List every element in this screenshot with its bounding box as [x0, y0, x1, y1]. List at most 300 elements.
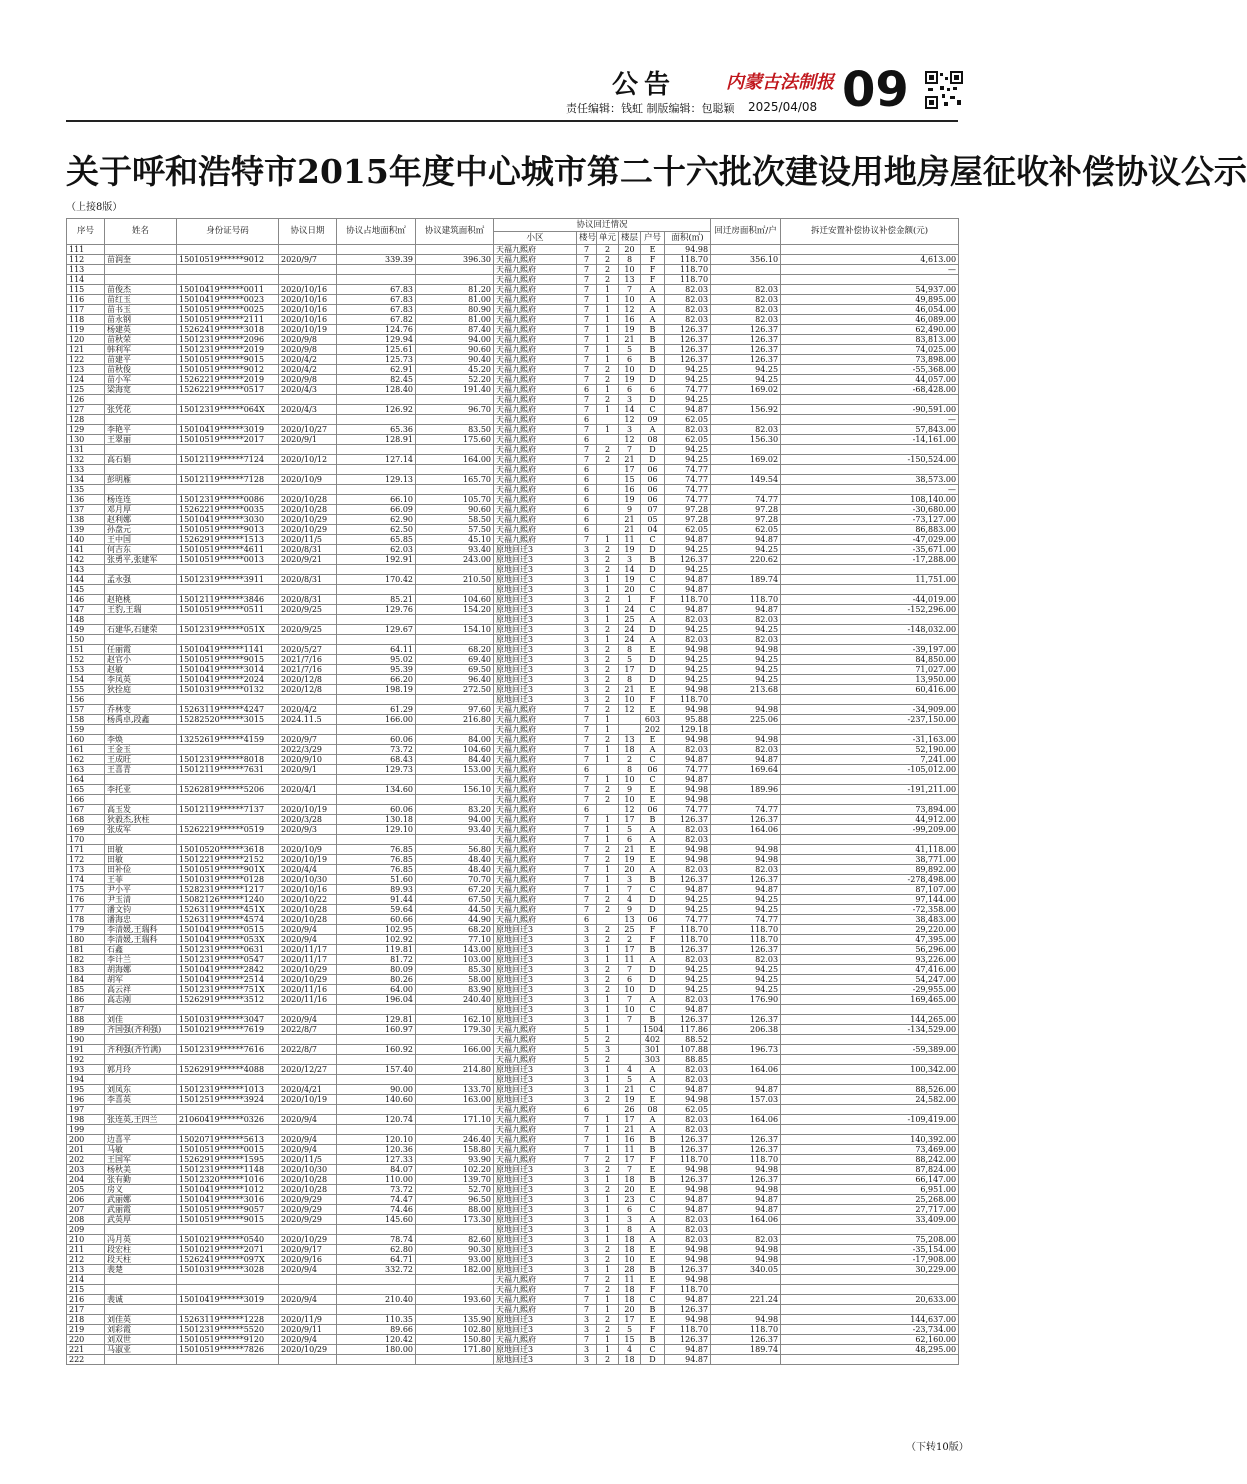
cell-building: 3	[577, 965, 597, 975]
cell-name: 苗永钢	[105, 315, 177, 325]
cell-room: 202	[641, 725, 665, 735]
cell-build-area: 48.40	[416, 865, 494, 875]
cell-floor: 21	[619, 1085, 641, 1095]
cell-floor: 19	[619, 1095, 641, 1105]
cell-land-area: 127.33	[337, 1155, 416, 1165]
cell-room: F	[641, 695, 665, 705]
cell-land-area: 129.10	[337, 825, 416, 835]
cell-seq: 150	[67, 635, 105, 645]
cell-build-area: 154.20	[416, 605, 494, 615]
cell-community: 原地回迁3	[494, 675, 577, 685]
table-row	[67, 785, 959, 795]
table-row	[67, 315, 959, 325]
table-row	[67, 895, 959, 905]
cell-unit: 1	[597, 325, 619, 335]
cell-seq: 151	[67, 645, 105, 655]
table-row	[67, 1145, 959, 1155]
cell-name: 刘佳英	[105, 1315, 177, 1325]
cell-room: C	[641, 1205, 665, 1215]
cell-floor: 21	[619, 335, 641, 345]
cell-land-area: 84.07	[337, 1165, 416, 1175]
cell-land-area: 125.61	[337, 345, 416, 355]
cell-id: 15010419******3030	[177, 515, 279, 525]
cell-land-area: 66.09	[337, 505, 416, 515]
cell-land-area: 120.74	[337, 1115, 416, 1125]
cell-resettle-area	[711, 1305, 781, 1315]
cell-build-area: 67.50	[416, 895, 494, 905]
table-row	[67, 595, 959, 605]
cell-resettle-area: 94.25	[711, 545, 781, 555]
cell-community: 原地回迁3	[494, 685, 577, 695]
table-row	[67, 265, 959, 275]
cell-resettle-area: 156.92	[711, 405, 781, 415]
cell-name: 胡海娜	[105, 965, 177, 975]
cell-area: 74.77	[665, 465, 711, 475]
cell-name: 马敏	[105, 1145, 177, 1155]
cell-name: 乔林变	[105, 705, 177, 715]
cell-floor: 20	[619, 245, 641, 255]
cell-community: 天福九熙府	[494, 755, 577, 765]
cell-seq: 148	[67, 615, 105, 625]
cell-community: 原地回迁3	[494, 605, 577, 615]
table-row	[67, 695, 959, 705]
cell-date	[279, 1355, 337, 1365]
cell-room: E	[641, 1165, 665, 1175]
cell-land-area	[337, 615, 416, 625]
cell-id	[177, 745, 279, 755]
cell-id: 15010419******3016	[177, 1195, 279, 1205]
newspaper-logo: 内蒙古法制报	[726, 72, 834, 93]
cell-build-area: 133.70	[416, 1085, 494, 1095]
cell-room: D	[641, 455, 665, 465]
cell-floor: 2	[619, 935, 641, 945]
cell-id: 15282319******1217	[177, 885, 279, 895]
cell-community: 天福九熙府	[494, 425, 577, 435]
cell-area: 82.03	[665, 1115, 711, 1125]
cell-unit: 1	[597, 885, 619, 895]
cell-building: 3	[577, 1175, 597, 1185]
header-room: 户号	[641, 232, 665, 245]
cell-name: 苗小军	[105, 375, 177, 385]
cell-room: B	[641, 355, 665, 365]
cell-resettle-area: 126.37	[711, 1175, 781, 1185]
cell-room: A	[641, 615, 665, 625]
cell-id: 15262919******3512	[177, 995, 279, 1005]
cell-seq: 114	[67, 275, 105, 285]
cell-seq: 211	[67, 1245, 105, 1255]
cell-seq: 198	[67, 1115, 105, 1125]
cell-build-area	[416, 265, 494, 275]
cell-name	[105, 395, 177, 405]
cell-land-area	[337, 445, 416, 455]
cell-community: 天福九熙府	[494, 455, 577, 465]
cell-build-area: 94.00	[416, 335, 494, 345]
cell-land-area	[337, 485, 416, 495]
cell-resettle-area: 94.87	[711, 535, 781, 545]
cell-area: 82.03	[665, 295, 711, 305]
cell-build-area: 68.20	[416, 925, 494, 935]
cell-name	[105, 1105, 177, 1115]
cell-land-area: 51.60	[337, 875, 416, 885]
cell-floor: 10	[619, 985, 641, 995]
cell-floor: 28	[619, 1265, 641, 1275]
cell-build-area	[416, 1075, 494, 1085]
cell-build-area: 103.00	[416, 955, 494, 965]
cell-building: 3	[577, 945, 597, 955]
cell-build-area: 57.50	[416, 525, 494, 535]
cell-floor: 9	[619, 785, 641, 795]
cell-build-area: 45.10	[416, 535, 494, 545]
cell-amount: -17,908.00	[781, 1255, 959, 1265]
cell-unit: 2	[597, 275, 619, 285]
cell-room: 301	[641, 1045, 665, 1055]
cell-resettle-area: 126.37	[711, 1335, 781, 1345]
cell-name: 高石娟	[105, 455, 177, 465]
cell-community: 原地回迁3	[494, 555, 577, 565]
cell-land-area	[337, 1055, 416, 1065]
cell-land-area: 74.46	[337, 1205, 416, 1215]
cell-build-area	[416, 1125, 494, 1135]
cell-room: B	[641, 945, 665, 955]
cell-date: 2020/9/4	[279, 1145, 337, 1155]
cell-land-area: 166.00	[337, 715, 416, 725]
cell-room: 303	[641, 1055, 665, 1065]
cell-seq: 194	[67, 1075, 105, 1085]
cell-land-area: 120.42	[337, 1335, 416, 1345]
cell-land-area: 192.91	[337, 555, 416, 565]
cell-name: 赵敏	[105, 665, 177, 675]
table-row	[67, 735, 959, 745]
cell-date: 2020/9/29	[279, 1215, 337, 1225]
cell-room: E	[641, 1275, 665, 1285]
cell-date: 2020/10/29	[279, 1345, 337, 1355]
cell-resettle-area: 164.06	[711, 1115, 781, 1125]
cell-area: 118.70	[665, 1325, 711, 1335]
cell-floor: 3	[619, 555, 641, 565]
cell-building: 7	[577, 745, 597, 755]
cell-build-area: 83.20	[416, 805, 494, 815]
cell-build-area: 81.00	[416, 295, 494, 305]
cell-name: 杨禹卓,段鑫	[105, 715, 177, 725]
cell-amount: -55,368.00	[781, 365, 959, 375]
cell-seq: 169	[67, 825, 105, 835]
cell-floor: 8	[619, 255, 641, 265]
cell-community: 天福九熙府	[494, 1105, 577, 1115]
cell-seq: 177	[67, 905, 105, 915]
cell-building: 3	[577, 925, 597, 935]
cell-land-area	[337, 1275, 416, 1285]
cell-seq: 162	[67, 755, 105, 765]
cell-name: 苗秋荣	[105, 335, 177, 345]
cell-build-area: 96.70	[416, 405, 494, 415]
cell-id: 15262219******2019	[177, 375, 279, 385]
cell-area: 94.87	[665, 575, 711, 585]
cell-community: 天福九熙府	[494, 795, 577, 805]
cell-build-area: 396.30	[416, 255, 494, 265]
cell-date: 2022/8/7	[279, 1025, 337, 1035]
cell-id: 15262219******0517	[177, 385, 279, 395]
cell-id: 15262919******1595	[177, 1155, 279, 1165]
cell-amount: 46,054.00	[781, 305, 959, 315]
cell-date: 2020/4/3	[279, 385, 337, 395]
cell-resettle-area	[711, 795, 781, 805]
cell-resettle-area: 94.98	[711, 1315, 781, 1325]
cell-id: 15262919******4088	[177, 1065, 279, 1075]
cell-seq: 188	[67, 1015, 105, 1025]
cell-community: 天福九熙府	[494, 715, 577, 725]
cell-id	[177, 265, 279, 275]
cell-building: 3	[577, 1065, 597, 1075]
cell-seq: 112	[67, 255, 105, 265]
cell-resettle-area: 94.98	[711, 1255, 781, 1265]
cell-id	[177, 1125, 279, 1135]
cell-resettle-area: 97.28	[711, 515, 781, 525]
cell-land-area: 119.81	[337, 945, 416, 955]
cell-building: 3	[577, 1165, 597, 1175]
cell-floor: 23	[619, 1195, 641, 1205]
cell-community: 天福九熙府	[494, 1055, 577, 1065]
cell-unit: 2	[597, 1055, 619, 1065]
cell-area: 94.98	[665, 685, 711, 695]
cell-unit	[597, 515, 619, 525]
cell-seq: 130	[67, 435, 105, 445]
cell-floor: 19	[619, 575, 641, 585]
cell-date: 2022/8/7	[279, 1045, 337, 1055]
cell-area: 94.87	[665, 405, 711, 415]
table-row	[67, 555, 959, 565]
cell-resettle-area: 118.70	[711, 1325, 781, 1335]
header-id: 身份证号码	[177, 219, 279, 245]
cell-resettle-area: 82.03	[711, 635, 781, 645]
cell-date	[279, 1005, 337, 1015]
cell-room: 6	[641, 385, 665, 395]
cell-floor: 25	[619, 925, 641, 935]
cell-build-area: 70.70	[416, 875, 494, 885]
cell-date: 2020/10/22	[279, 895, 337, 905]
cell-building: 7	[577, 875, 597, 885]
cell-name: 田敏	[105, 855, 177, 865]
cell-building: 7	[577, 315, 597, 325]
cell-name: 杨秋美	[105, 1165, 177, 1175]
cell-room: 08	[641, 1105, 665, 1115]
cell-area: 126.37	[665, 555, 711, 565]
cell-id	[177, 1005, 279, 1015]
cell-building: 3	[577, 675, 597, 685]
cell-building: 3	[577, 1095, 597, 1105]
cell-unit: 2	[597, 975, 619, 985]
cell-name: 狄拴庭	[105, 685, 177, 695]
cell-id	[177, 1275, 279, 1285]
cell-id	[177, 1105, 279, 1115]
cell-amount: —	[781, 265, 959, 275]
cell-build-area: 171.10	[416, 1115, 494, 1125]
cell-resettle-area	[711, 835, 781, 845]
cell-id: 15010419******0515	[177, 925, 279, 935]
cell-community: 原地回迁3	[494, 695, 577, 705]
cell-name: 尹玉清	[105, 895, 177, 905]
cell-unit: 1	[597, 815, 619, 825]
cell-name: 刘佳	[105, 1015, 177, 1025]
cell-amount: 49,895.00	[781, 295, 959, 305]
cell-floor: 17	[619, 1115, 641, 1125]
cell-id: 15010519******9012	[177, 365, 279, 375]
cell-unit: 1	[597, 825, 619, 835]
cell-floor: 10	[619, 295, 641, 305]
cell-name: 王翠丽	[105, 435, 177, 445]
cell-name: 王金玉	[105, 745, 177, 755]
cell-date	[279, 465, 337, 475]
cell-id: 15012319******1013	[177, 1085, 279, 1095]
cell-land-area: 67.83	[337, 305, 416, 315]
table-row	[67, 285, 959, 295]
cell-amount: -99,209.00	[781, 825, 959, 835]
cell-seq: 126	[67, 395, 105, 405]
cell-building: 7	[577, 855, 597, 865]
cell-id: 15010519******0013	[177, 555, 279, 565]
cell-community: 原地回迁3	[494, 645, 577, 655]
cell-build-area: 182.00	[416, 1265, 494, 1275]
cell-unit: 2	[597, 695, 619, 705]
cell-community: 天福九熙府	[494, 495, 577, 505]
cell-id	[177, 835, 279, 845]
cell-floor: 11	[619, 535, 641, 545]
cell-resettle-area: 94.25	[711, 985, 781, 995]
cell-name: 苗书玉	[105, 305, 177, 315]
cell-amount	[781, 615, 959, 625]
cell-date	[279, 695, 337, 705]
cell-resettle-area: 94.25	[711, 665, 781, 675]
cell-building: 7	[577, 1155, 597, 1165]
cell-build-area: 93.90	[416, 1155, 494, 1165]
cell-room: C	[641, 585, 665, 595]
table-row	[67, 805, 959, 815]
cell-community: 天福九熙府	[494, 345, 577, 355]
table-row	[67, 435, 959, 445]
cell-amount: -35,671.00	[781, 545, 959, 555]
cell-amount: 29,220.00	[781, 925, 959, 935]
cell-date: 2020/10/12	[279, 455, 337, 465]
cell-community: 原地回迁3	[494, 1175, 577, 1185]
cell-room: B	[641, 1335, 665, 1345]
cell-amount: 60,416.00	[781, 685, 959, 695]
cell-room: B	[641, 335, 665, 345]
cell-seq: 141	[67, 545, 105, 555]
cell-seq: 132	[67, 455, 105, 465]
cell-unit: 1	[597, 1235, 619, 1245]
cell-building: 7	[577, 825, 597, 835]
cell-build-area: 96.40	[416, 675, 494, 685]
cell-resettle-area: 94.87	[711, 1195, 781, 1205]
cell-id: 15012319******0086	[177, 495, 279, 505]
header-land-area: 协议占地面积㎡	[337, 219, 416, 245]
cell-land-area: 76.85	[337, 865, 416, 875]
cell-floor: 18	[619, 1175, 641, 1185]
cell-unit: 1	[597, 1225, 619, 1235]
cell-resettle-area: 169.02	[711, 455, 781, 465]
cell-id: 15012319******1148	[177, 1165, 279, 1175]
cell-build-area	[416, 1275, 494, 1285]
cell-building: 3	[577, 1085, 597, 1095]
cell-build-area: 94.00	[416, 815, 494, 825]
cell-amount: -44,019.00	[781, 595, 959, 605]
cell-floor: 7	[619, 885, 641, 895]
cell-room: D	[641, 655, 665, 665]
cell-land-area	[337, 1355, 416, 1365]
cell-id: 15010319******3028	[177, 1265, 279, 1275]
cell-date: 2020/10/9	[279, 475, 337, 485]
cell-land-area: 62.50	[337, 525, 416, 535]
table-row	[67, 1335, 959, 1345]
cell-area: 62.05	[665, 435, 711, 445]
cell-resettle-area: 189.96	[711, 785, 781, 795]
cell-resettle-area	[711, 1035, 781, 1045]
cell-date	[279, 275, 337, 285]
cell-floor: 25	[619, 615, 641, 625]
cell-seq: 189	[67, 1025, 105, 1035]
cell-build-area: 69.50	[416, 665, 494, 675]
cell-name: 狄毅杰,狄柱	[105, 815, 177, 825]
cell-area: 94.87	[665, 755, 711, 765]
cell-build-area: 90.60	[416, 505, 494, 515]
cell-building: 7	[577, 1305, 597, 1315]
cell-resettle-area	[711, 395, 781, 405]
cell-building: 3	[577, 1005, 597, 1015]
cell-name: 梁海宽	[105, 385, 177, 395]
cell-unit: 2	[597, 925, 619, 935]
masthead	[0, 0, 1024, 140]
cell-build-area: 58.50	[416, 515, 494, 525]
table-row	[67, 445, 959, 455]
cell-area: 94.87	[665, 605, 711, 615]
cell-land-area: 120.36	[337, 1145, 416, 1155]
cell-unit: 1	[597, 285, 619, 295]
cell-id	[177, 395, 279, 405]
cell-id: 15010519******9013	[177, 525, 279, 535]
cell-date: 2020/10/28	[279, 915, 337, 925]
cell-floor	[619, 1035, 641, 1045]
cell-unit: 1	[597, 1015, 619, 1025]
cell-id	[177, 615, 279, 625]
cell-area: 94.25	[665, 545, 711, 555]
cell-floor: 15	[619, 475, 641, 485]
cell-building: 3	[577, 635, 597, 645]
cell-floor: 16	[619, 315, 641, 325]
cell-area: 82.03	[665, 1235, 711, 1245]
cell-area: 94.98	[665, 735, 711, 745]
cell-amount: 44,057.00	[781, 375, 959, 385]
cell-seq: 166	[67, 795, 105, 805]
cell-resettle-area: 176.90	[711, 995, 781, 1005]
cell-community: 天福九熙府	[494, 865, 577, 875]
cell-date	[279, 1275, 337, 1285]
cell-id: 15010419******2024	[177, 675, 279, 685]
cell-room: A	[641, 1235, 665, 1245]
cell-building: 3	[577, 1185, 597, 1195]
cell-resettle-area: 94.98	[711, 855, 781, 865]
cell-community: 原地回迁3	[494, 1245, 577, 1255]
cell-amount: 24,582.00	[781, 1095, 959, 1105]
cell-unit: 1	[597, 955, 619, 965]
cell-floor: 9	[619, 505, 641, 515]
cell-community: 原地回迁3	[494, 1215, 577, 1225]
cell-land-area: 67.82	[337, 315, 416, 325]
cell-amount	[781, 725, 959, 735]
cell-community: 天福九熙府	[494, 375, 577, 385]
cell-seq: 218	[67, 1315, 105, 1325]
cell-date: 2020/10/19	[279, 1095, 337, 1105]
table-row	[67, 1055, 959, 1065]
cell-area: 82.03	[665, 285, 711, 295]
